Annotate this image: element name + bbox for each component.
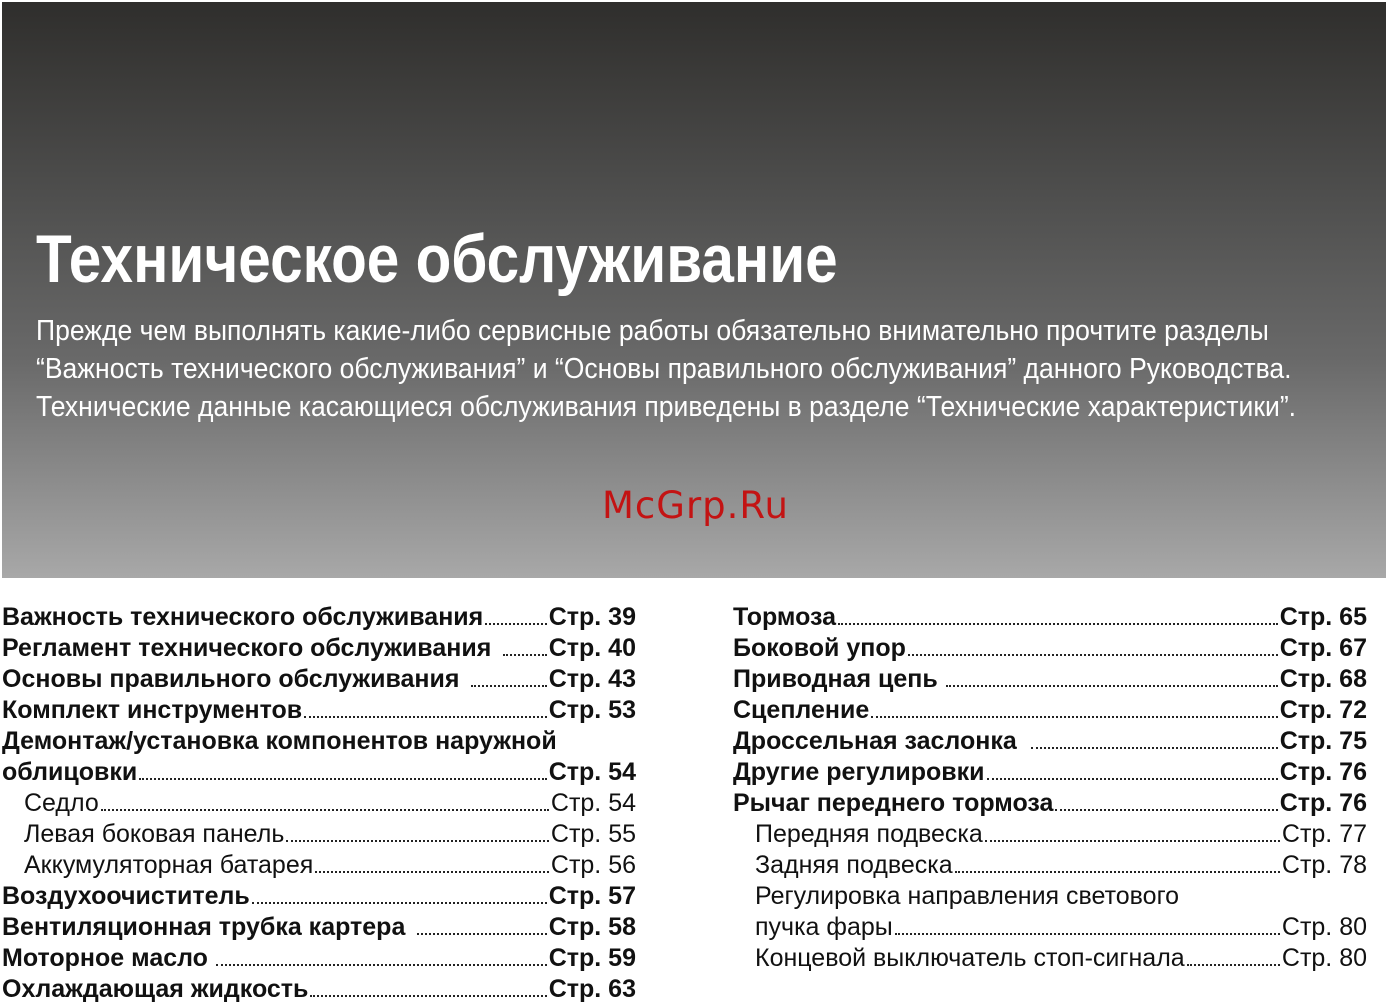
header-banner <box>2 2 1386 578</box>
toc-subentry[interactable] <box>2 850 636 881</box>
toc-entry-page: Стр. 68 <box>1279 665 1367 693</box>
page-title: Техническое обслуживание <box>36 221 838 297</box>
toc-entry-page: Стр. 57 <box>548 882 636 910</box>
toc-entry-label: Левая боковая панель <box>24 820 285 848</box>
toc-entry[interactable] <box>2 974 636 1005</box>
dot-leader <box>252 902 547 904</box>
dot-leader <box>503 654 546 656</box>
intro-line: Технические данные касающиеся обслуживания приведены в разделе “Технические характеристики”. <box>36 391 1297 423</box>
toc-entry-page: Стр. 56 <box>550 851 636 879</box>
toc-entry[interactable] <box>2 602 636 633</box>
toc-entry[interactable] <box>2 912 636 943</box>
toc-subentry[interactable] <box>733 850 1367 881</box>
intro-text <box>36 312 1317 426</box>
dot-leader <box>1031 747 1278 749</box>
toc-entry-page: Стр. 76 <box>1279 758 1367 786</box>
toc-entry-label: Концевой выключатель стоп-сигнала <box>755 944 1185 972</box>
toc-entry-label: Вентиляционная трубка картера <box>2 913 406 941</box>
toc-entry-label: Задняя подвеска <box>755 851 953 879</box>
toc-entry-label: Другие регулировки <box>733 758 985 786</box>
dot-leader <box>955 871 1280 873</box>
dot-leader <box>304 716 547 718</box>
toc-subentry[interactable] <box>733 881 1367 912</box>
dot-leader <box>1187 964 1280 966</box>
toc-entry-label: Моторное масло <box>2 944 208 972</box>
toc-entry-label: Дроссельная заслонка <box>733 727 1017 755</box>
dot-leader <box>417 933 546 935</box>
toc-entry-page: Стр. 67 <box>1279 634 1367 662</box>
toc-entry-label: Комплект инструментов <box>2 696 303 724</box>
toc-subentry[interactable] <box>733 819 1367 850</box>
toc-entry[interactable] <box>733 757 1367 788</box>
toc-entry-label: Регламент технического обслуживания <box>2 634 492 662</box>
dot-leader <box>1055 809 1277 811</box>
toc-entry-label: Аккумуляторная батарея <box>24 851 314 879</box>
toc-entry-page: Стр. 78 <box>1281 851 1367 879</box>
toc-entry-label: Воздухоочиститель <box>2 882 250 910</box>
dot-leader <box>216 964 547 966</box>
dot-leader <box>946 685 1278 687</box>
toc-entry-label: Седло <box>24 789 99 817</box>
dot-leader <box>485 623 546 625</box>
dot-leader <box>987 778 1278 780</box>
toc-entry-page: Стр. 80 <box>1281 913 1367 941</box>
intro-line: Прежде чем выполнять какие-либо сервисные работы обязательно внимательно прочтите разделы <box>36 315 1269 347</box>
toc-entry-label: Передняя подвеска <box>755 820 983 848</box>
toc-entry[interactable] <box>733 695 1367 726</box>
toc-subentry[interactable] <box>2 788 636 819</box>
toc-entry-label: Охлаждающая жидкость <box>2 975 309 1003</box>
toc-entry-page: Стр. 80 <box>1281 944 1367 972</box>
toc-entry-page: Стр. 58 <box>548 913 636 941</box>
toc-entry-label: Приводная цепь <box>733 665 938 693</box>
toc-entry-label: Тормоза <box>733 603 837 631</box>
toc-entry-page: Стр. 65 <box>1279 603 1367 631</box>
toc-subentry[interactable] <box>733 943 1367 974</box>
toc-entry-label: Основы правильного обслуживания <box>2 665 460 693</box>
dot-leader <box>838 623 1278 625</box>
toc-entry-page: Стр. 76 <box>1279 789 1367 817</box>
toc-entry[interactable] <box>2 695 636 726</box>
toc-left-column <box>2 602 636 1005</box>
dot-leader <box>310 995 546 997</box>
toc-entry[interactable] <box>2 726 636 757</box>
toc-entry-page: Стр. 39 <box>548 603 636 631</box>
toc-entry-label: Регулировка направления светового <box>755 882 1180 910</box>
toc-entry-page: Стр. 40 <box>548 634 636 662</box>
watermark-text: McGrp.Ru <box>602 484 789 527</box>
dot-leader <box>315 871 549 873</box>
toc-entry-label: Рычаг переднего тормоза <box>733 789 1054 817</box>
toc-entry-page: Стр. 54 <box>548 758 636 786</box>
dot-leader <box>871 716 1277 718</box>
toc-entry-page: Стр. 75 <box>1279 727 1367 755</box>
toc-entry-page: Стр. 59 <box>548 944 636 972</box>
toc-entry[interactable] <box>733 664 1367 695</box>
toc-entry-page: Стр. 54 <box>550 789 636 817</box>
toc-entry-page: Стр. 53 <box>548 696 636 724</box>
toc-entry[interactable] <box>733 602 1367 633</box>
toc-entry[interactable] <box>733 788 1367 819</box>
toc-entry[interactable] <box>2 881 636 912</box>
toc-entry-label: Важность технического обслуживания <box>2 603 484 631</box>
toc-subentry[interactable] <box>2 819 636 850</box>
toc-entry[interactable] <box>2 943 636 974</box>
toc-entry-page: Стр. 55 <box>550 820 636 848</box>
dot-leader <box>286 840 549 842</box>
dot-leader <box>101 809 549 811</box>
intro-line: “Важность технического обслуживания” и “Основы правильного обслуживания” данного Руководства. <box>36 353 1292 385</box>
dot-leader <box>895 933 1280 935</box>
dot-leader <box>471 685 546 687</box>
toc-entry-label: Сцепление <box>733 696 870 724</box>
toc-entry[interactable] <box>733 633 1367 664</box>
toc-entry-label: Демонтаж/установка компонентов наружной <box>2 727 557 755</box>
toc-entry[interactable] <box>2 664 636 695</box>
toc-entry[interactable] <box>733 726 1367 757</box>
toc-entry-label: пучка фары <box>755 913 893 941</box>
toc-entry-page: Стр. 72 <box>1279 696 1367 724</box>
toc-entry[interactable] <box>2 757 636 788</box>
dot-leader <box>908 654 1278 656</box>
toc-entry-label: Боковой упор <box>733 634 906 662</box>
toc-entry-page: Стр. 77 <box>1281 820 1367 848</box>
dot-leader <box>139 778 546 780</box>
toc-entry-label: облицовки <box>2 758 138 786</box>
dot-leader <box>985 840 1280 842</box>
toc-entry-page: Стр. 43 <box>548 665 636 693</box>
toc-entry-page: Стр. 63 <box>548 975 636 1003</box>
toc-entry[interactable] <box>2 633 636 664</box>
toc-right-column <box>733 602 1367 974</box>
toc-subentry[interactable] <box>733 912 1367 943</box>
